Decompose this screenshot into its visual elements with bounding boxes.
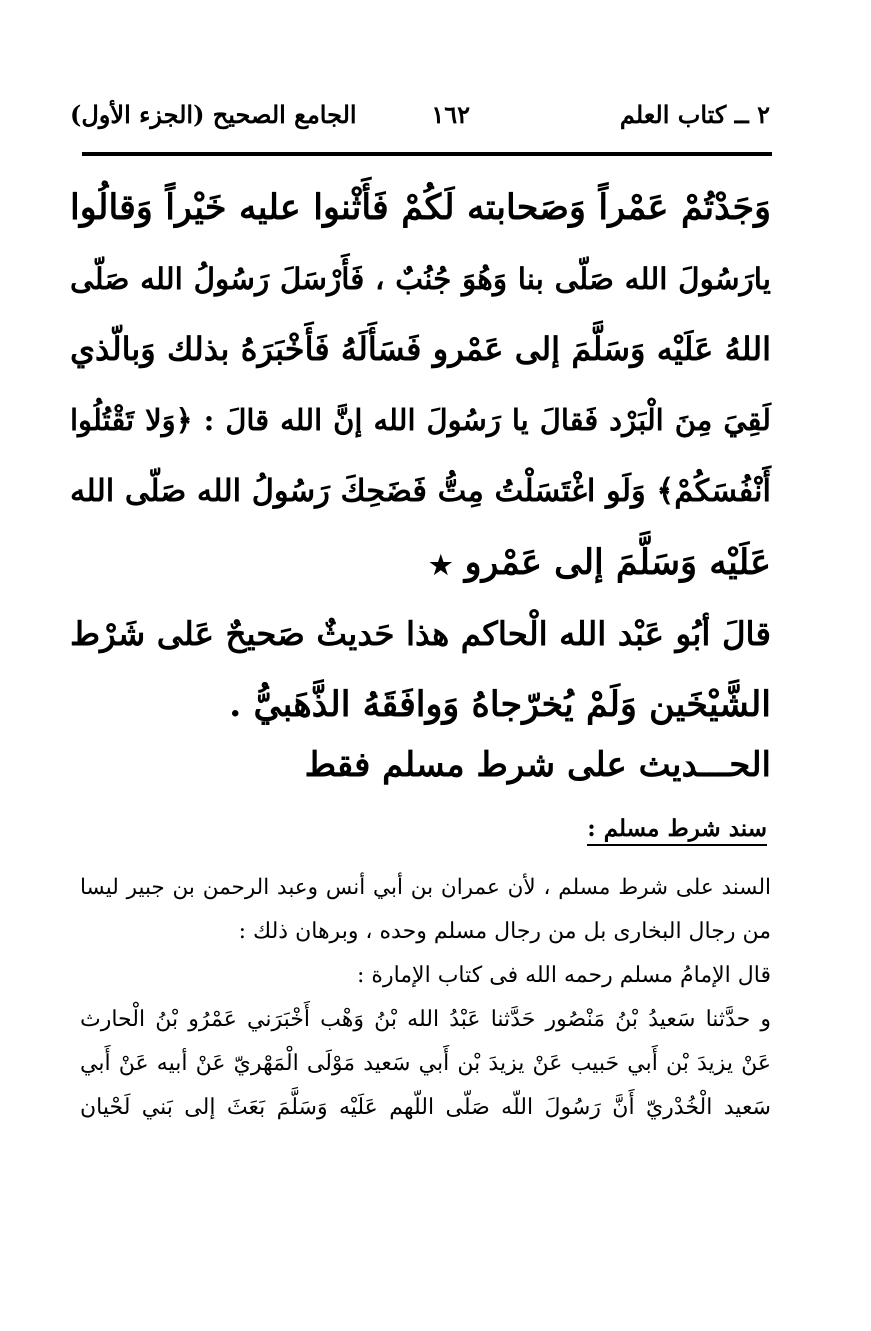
- hakim-verdict-line: قالَ أبُو عَبْد الله الْحاكم هذا حَديثٌ صَحيحٌ عَلى شَرْط: [70, 614, 771, 653]
- page-header: [70, 100, 770, 140]
- commentary-line: قال الإمامُ مسلم رحمه الله فى كتاب الإمارة :: [357, 963, 771, 988]
- sanad-commentary: [80, 866, 771, 1130]
- main-hadith-text: [70, 172, 771, 740]
- sanad-label: سند شرط مسلم :: [587, 815, 767, 846]
- book-title: الجامع الصحيح (الجزء الأول): [70, 100, 357, 129]
- commentary-line: سَعيد الْخُدْريّ أَنَّ رَسُولَ اللّه صَلّى اللّهم عَلَيْه وَسَلَّمَ بَعَثَ إلى بَني لَحْيان: [80, 1095, 771, 1120]
- commentary-line: و حدَّثنا سَعيدُ بْنُ مَنْصُور حَدَّثنا عَبْدُ الله بْنُ وَهْب أَخْبَرَني عَمْرُو بْنُ الْحارث: [80, 1007, 771, 1032]
- header-divider: [82, 152, 772, 156]
- commentary-line: عَنْ يزيدَ بْن أَبي حَبيب عَنْ يزيدَ بْن أَبي سَعيد مَوْلَى الْمَهْريّ عَنْ أبيه عَنْ أَبي: [80, 1051, 771, 1076]
- main-line-final-text: عَلَيْه وَسَلَّمَ إلى عَمْرو: [464, 542, 771, 583]
- main-line: لَقِيَ مِنَ الْبَرْد فَقالَ يا رَسُولَ الله إنَّ الله قالَ : ﴿وَلا تَقْتُلُوا: [70, 403, 771, 437]
- commentary-line: من رجال البخارى بل من رجال مسلم وحده ، وبرهان ذلك :: [238, 919, 771, 944]
- page-number: ١٦٢: [431, 100, 470, 129]
- hakim-verdict-line: الشَّيْخَين وَلَمْ يُخرّجاهُ وَوافَقَهُ الذَّهَبيُّ .: [229, 684, 771, 725]
- main-line: وَجَدْتُمْ عَمْراً وَصَحابته لَكُمْ فَأَثْنوا عليه خَيْراً وَقالُوا: [70, 187, 771, 228]
- main-line-final: [70, 527, 771, 598]
- end-star-marker: ★: [429, 551, 453, 581]
- chapter-title: ٢ ــ كتاب العلم: [619, 100, 770, 129]
- main-line: يارَسُولَ الله صَلّى بنا وَهُوَ جُنُبٌ ، فَأَرْسَلَ رَسُولُ الله صَلّى: [70, 261, 771, 296]
- commentary-line: السند على شرط مسلم ، لأن عمران بن أبي أنس وعبد الرحمن بن جبير ليسا: [80, 875, 771, 900]
- main-line: أَنْفُسَكُمْ﴾ وَلَو اغْتَسَلْتُ مِتُّ فَضَحِكَ رَسُولُ الله صَلّى الله: [70, 473, 771, 509]
- section-heading: الحـــديث على شرط مسلم فقط: [304, 745, 771, 785]
- main-line: اللهُ عَلَيْه وَسَلَّمَ إلى عَمْرو فَسَأَلَهُ فَأَخْبَرَهُ بذلك وَبالّذي: [70, 330, 771, 368]
